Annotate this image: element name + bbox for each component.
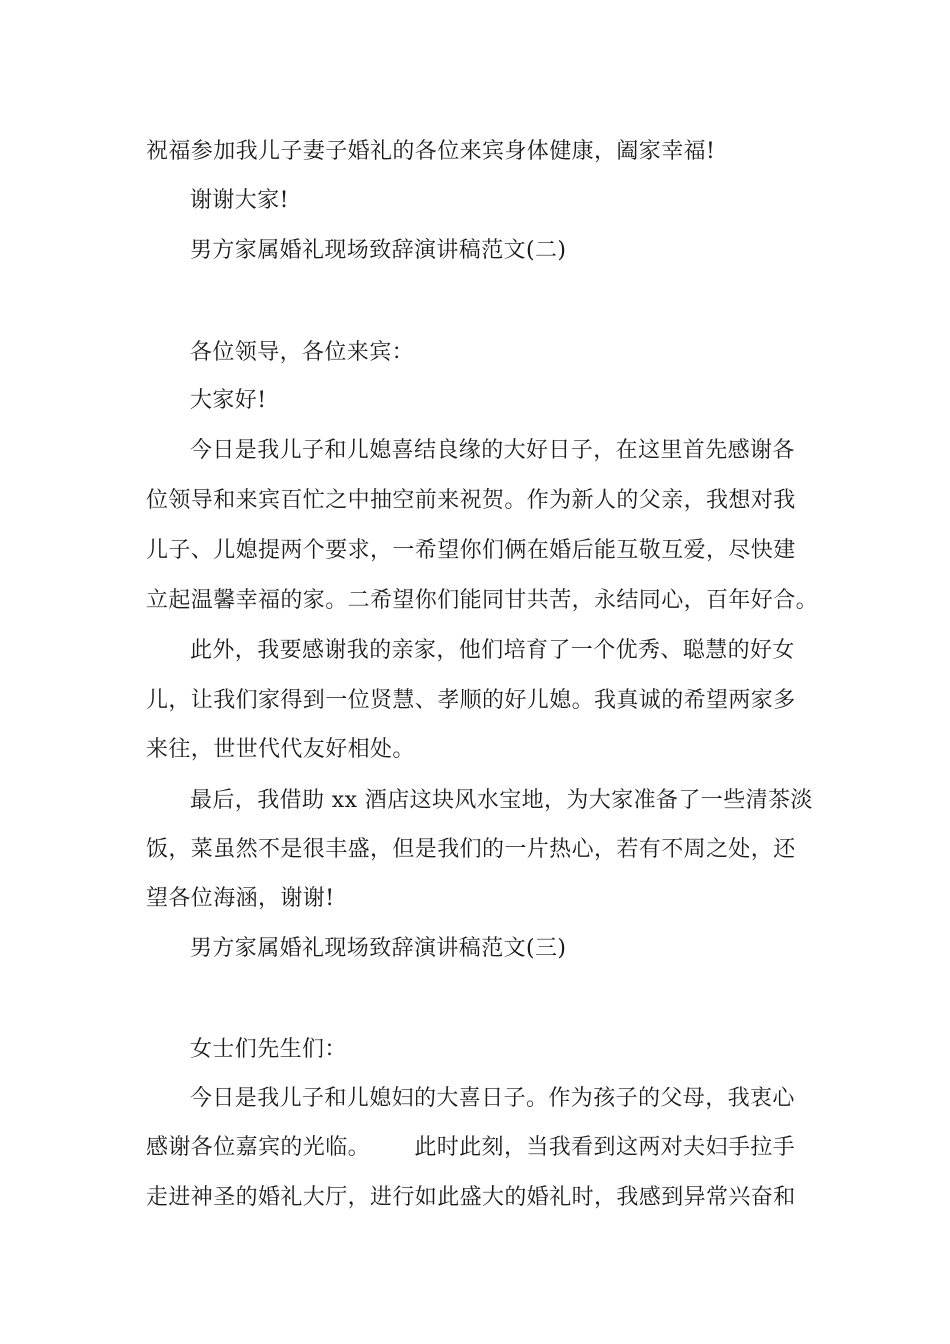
paragraph-line: 今日是我儿子和儿媳喜结良缘的大好日子，在这里首先感谢各 (190, 438, 795, 463)
paragraph-line: 儿，让我们家得到一位贤慧、孝顺的好儿媳。我真诚的希望两家多 (146, 688, 796, 713)
paragraph-line: 今日是我儿子和儿媳妇的大喜日子。作为孩子的父母，我衷心 (190, 1086, 795, 1111)
paragraph-line: 儿子、儿媳提两个要求，一希望你们俩在婚后能互敬互爱，尽快建 (146, 538, 796, 563)
section-heading-3: 男方家属婚礼现场致辞演讲稿范文(三) (190, 936, 567, 961)
section-heading-2: 男方家属婚礼现场致辞演讲稿范文(二) (190, 238, 567, 263)
paragraph-line: 感谢各位嘉宾的光临。 此时此刻，当我看到这两对夫妇手拉手 (146, 1135, 796, 1160)
closing-thanks: 谢谢大家! (190, 188, 289, 213)
paragraph-line: 最后，我借助 xx 酒店这块风水宝地，为大家准备了一些清茶淡 (190, 788, 813, 813)
paragraph-line: 望各位海涵，谢谢! (146, 886, 335, 911)
paragraph-line: 此外，我要感谢我的亲家，他们培育了一个优秀、聪慧的好女 (190, 638, 795, 663)
paragraph-line: 位领导和来宾百忙之中抽空前来祝贺。作为新人的父亲，我想对我 (146, 488, 796, 513)
salutation: 各位领导，各位来宾： (190, 340, 415, 365)
paragraph-line: 立起温馨幸福的家。二希望你们能同甘共苦，永结同心，百年好合。 (146, 588, 819, 613)
paragraph-line: 来往，世世代代友好相处。 (146, 737, 415, 762)
paragraph-line: 饭，菜虽然不是很丰盛，但是我们的一片热心，若有不周之处，还 (146, 837, 796, 862)
paragraph-line: 走进神圣的婚礼大厅，进行如此盛大的婚礼时，我感到异常兴奋和 (146, 1185, 796, 1210)
salutation: 女士们先生们： (190, 1037, 347, 1062)
body-text-line: 祝福参加我儿子妻子婚礼的各位来宾身体健康，阖家幸福! (146, 139, 716, 164)
greeting: 大家好! (190, 388, 267, 413)
